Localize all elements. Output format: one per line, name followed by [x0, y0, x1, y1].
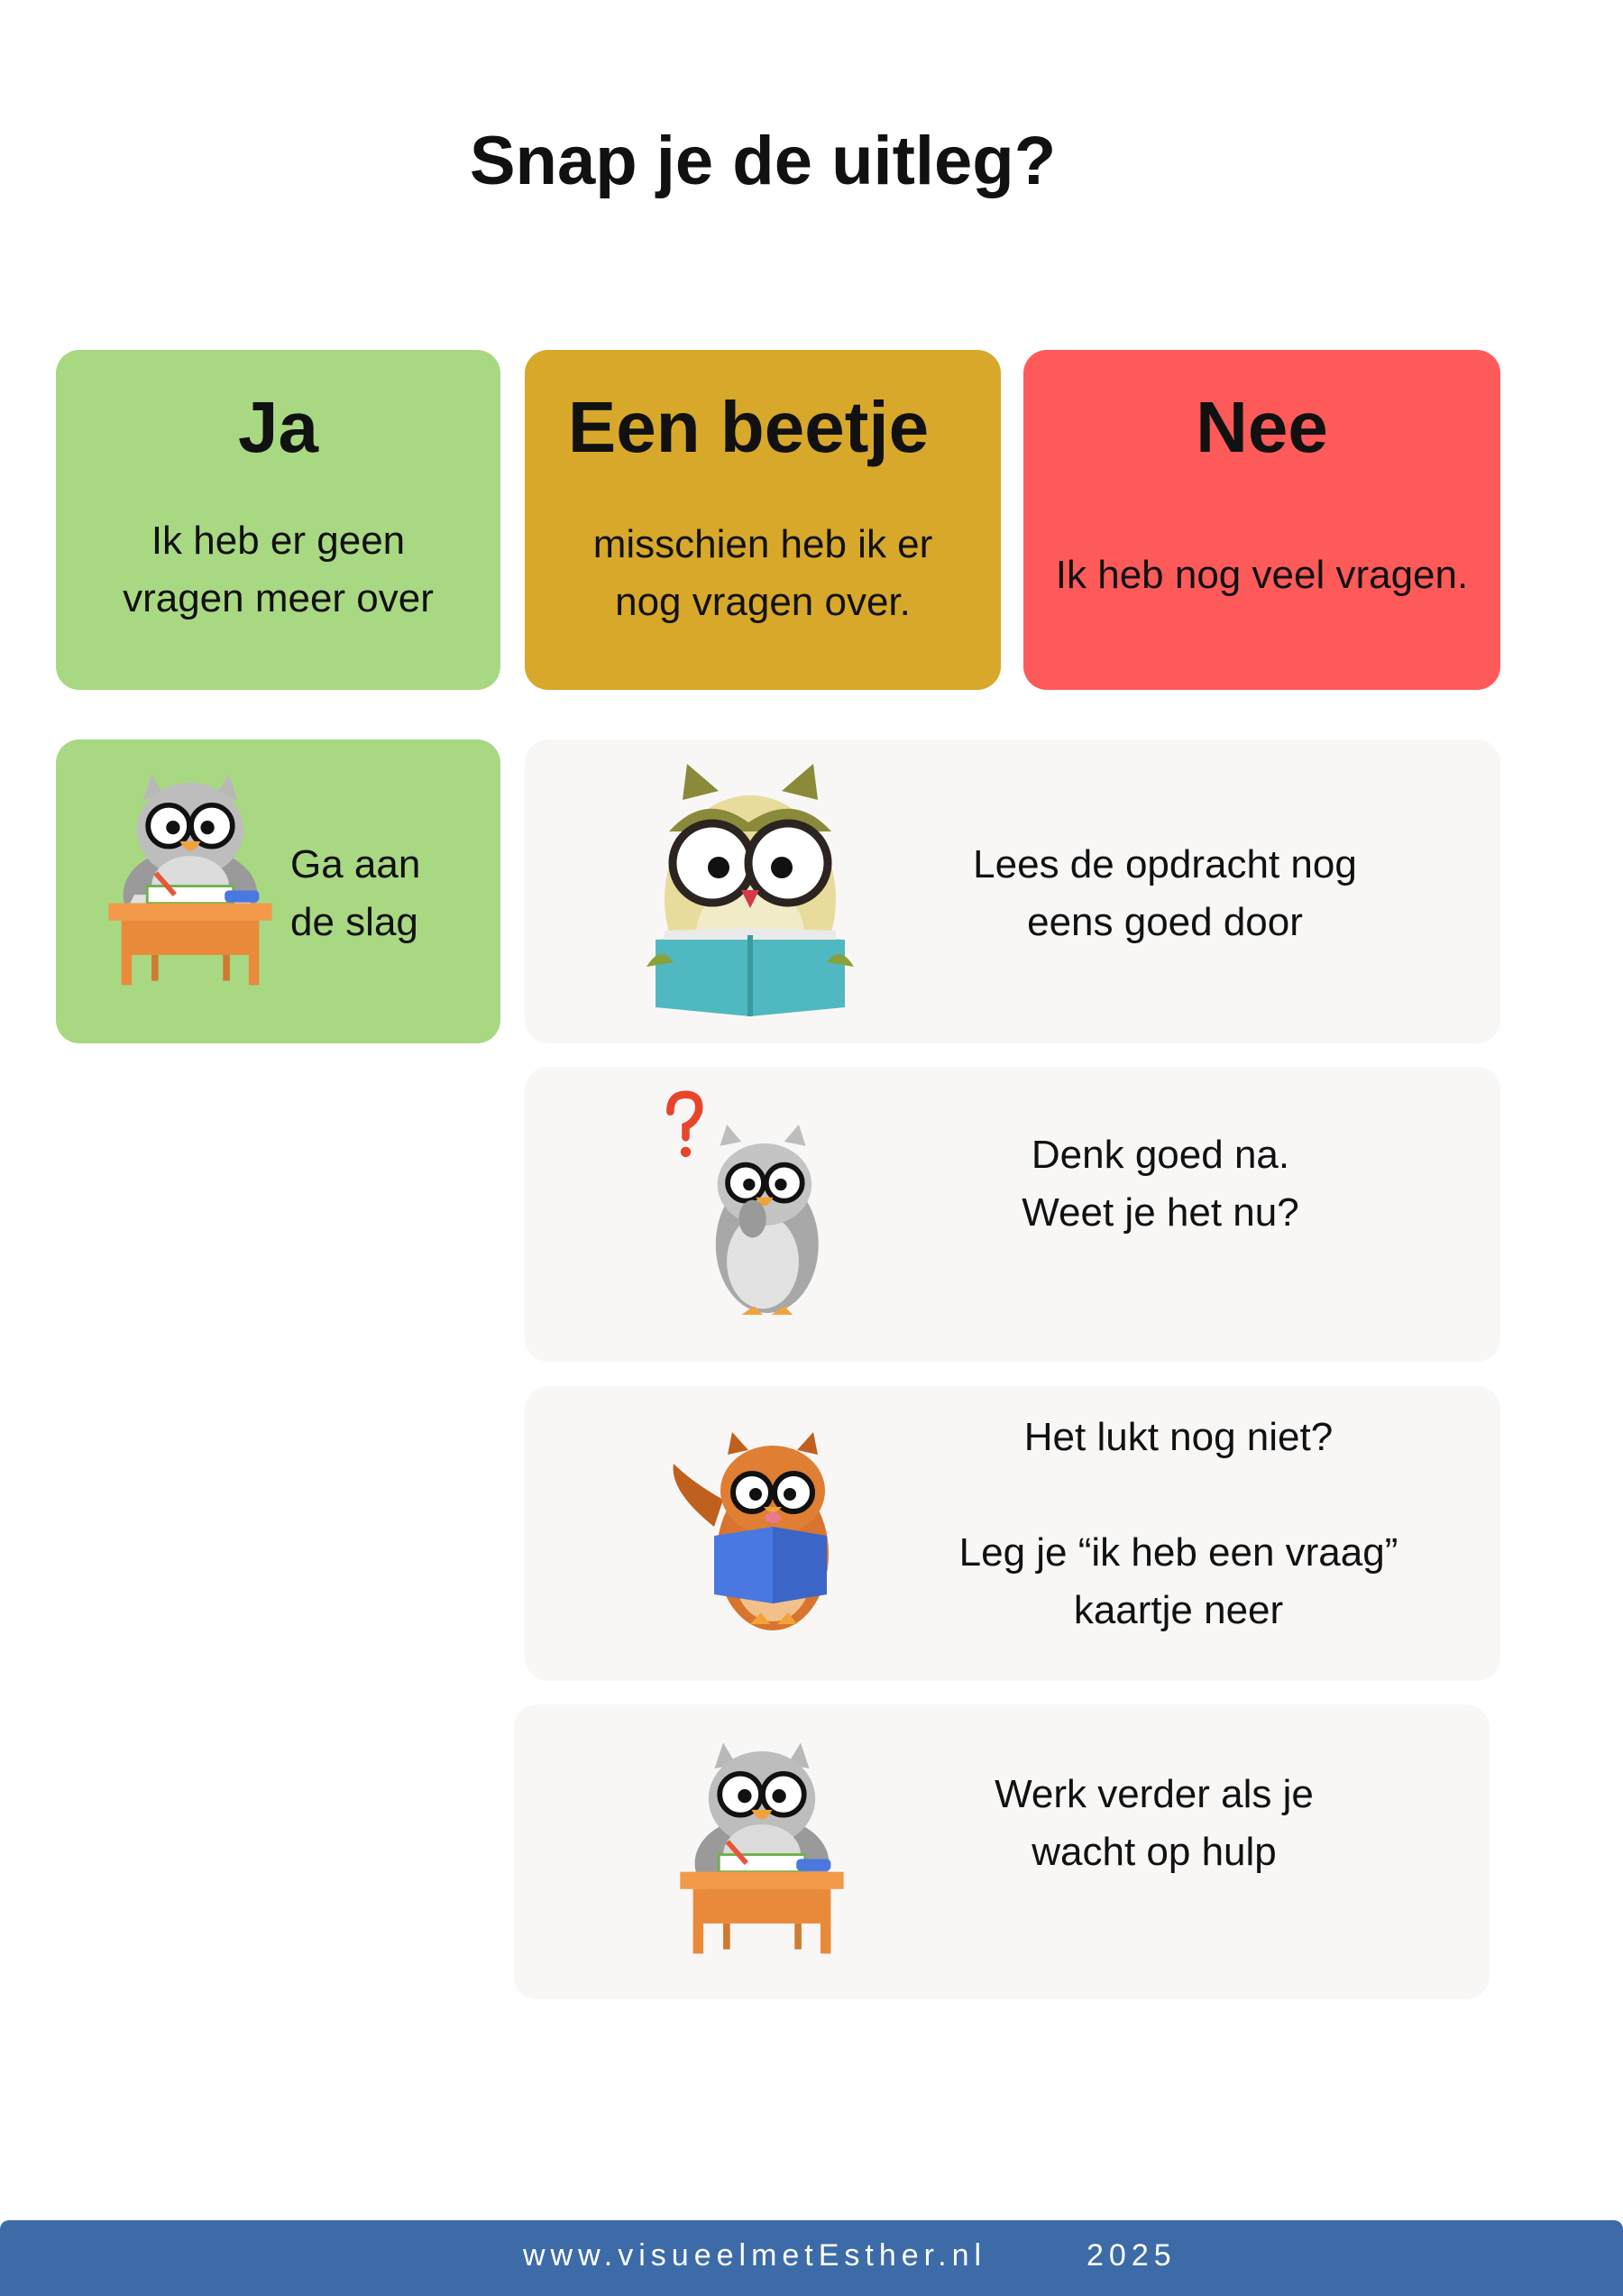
- footer-url[interactable]: www.visueelmetEsther.nl: [523, 2238, 987, 2273]
- category-card-ja: [56, 350, 500, 690]
- owl-at-desk-icon: [96, 765, 285, 990]
- row-instruction: Ga aan de slag: [290, 842, 421, 944]
- owl-at-desk-icon: [667, 1733, 857, 1959]
- row-card-ga-aan-de-slag: [56, 739, 500, 1043]
- category-description: Ik heb nog veel vragen.: [1055, 553, 1469, 597]
- category-heading: Nee: [1196, 387, 1328, 467]
- row-instruction: Het lukt nog niet? Leg je “ik heb een vraag” kaartje neer: [958, 1415, 1398, 1632]
- owl-waving-book-icon: [660, 1428, 840, 1644]
- category-card-nee: [1023, 350, 1500, 690]
- category-heading: Ja: [238, 387, 318, 467]
- owl-reading-icon: [642, 759, 858, 1021]
- category-description: Ik heb er geen vragen meer over: [123, 519, 434, 620]
- row-card-het-lukt-nog-niet: [525, 1386, 1500, 1681]
- owl-thinking-icon: [660, 1088, 831, 1332]
- footer-year: 2025: [1087, 2238, 1177, 2273]
- category-heading: Een beetje: [567, 387, 930, 467]
- row-instruction: Lees de opdracht nog eens goed door: [973, 842, 1357, 944]
- page-title: Snap je de uitleg?: [469, 123, 1057, 199]
- category-card-een-beetje: [525, 350, 1001, 690]
- row-instruction: Denk goed na. Weet je het nu?: [1022, 1133, 1299, 1235]
- footer: [0, 2220, 1623, 2296]
- category-description: misschien heb ik er nog vragen over.: [592, 522, 933, 624]
- row-card-werk-verder: [514, 1704, 1490, 1999]
- row-card-lees-opdracht: [525, 739, 1500, 1043]
- row-instruction: Werk verder als je wacht op hulp: [995, 1772, 1314, 1874]
- row-card-denk-goed-na: [525, 1067, 1500, 1362]
